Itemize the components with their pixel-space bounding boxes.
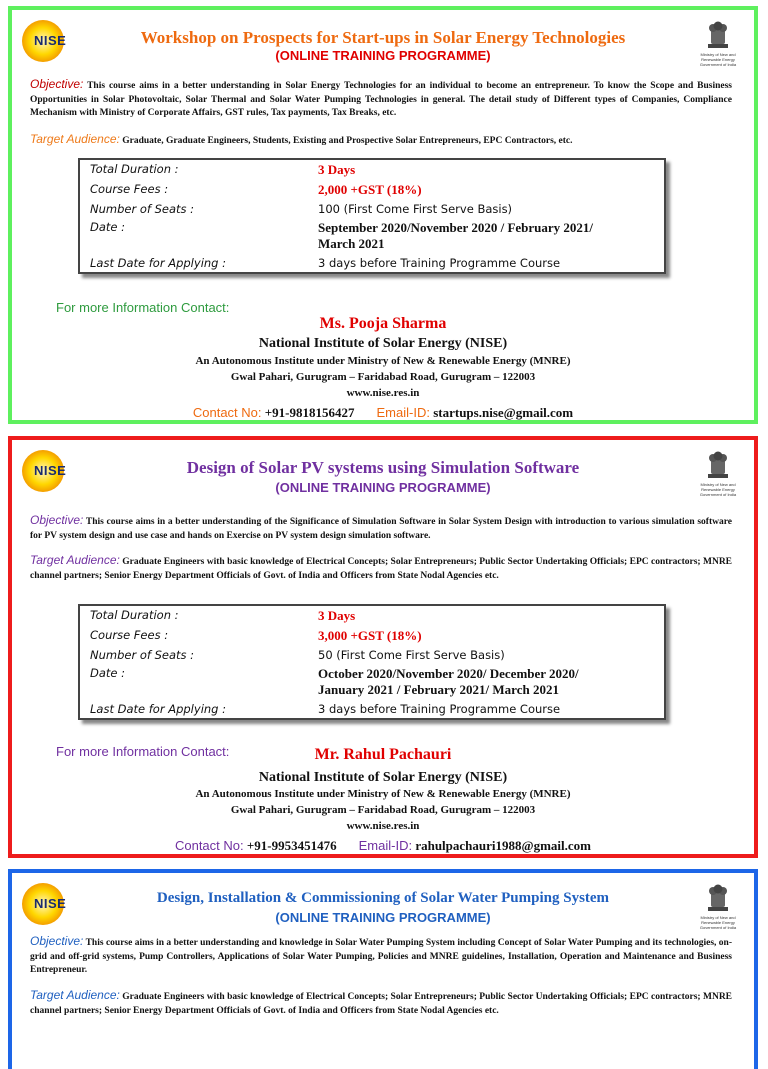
fees-row: Course Fees : 2,000 +GST (18%) [90, 182, 422, 197]
last-date-row: Last Date for Applying : 3 days before Training Programme Course [90, 256, 561, 270]
seats-row: Number of Seats : 100 (First Come First Serve Basis) [90, 202, 513, 216]
institute-line: An Autonomous Institute under Ministry of New & Renewable Energy (MNRE) [195, 788, 571, 800]
contact-line: Contact No: +91-9818156427 Email-ID: startups.nise@gmail.com [192, 405, 574, 420]
details-table [78, 158, 666, 274]
nise-logo: NISE [22, 450, 78, 492]
more-info-label: For more Information Contact: [56, 300, 230, 315]
objective-paragraph: Objective: This course aims in a better understanding of the Significance of Simulation Software in Solar System Design with introduction to various simulation software for PV system design and use case and hands on Exercise on PV system design simulation software. [30, 513, 732, 541]
institute-website[interactable]: www.nise.res.in [346, 820, 420, 832]
audience-paragraph: Target Audience: Graduate Engineers with basic knowledge of Electrical Concepts; Solar Entrepreneurs; Public Sector Undertaking Officials; EPC contractors; MNRE channel partners; Senior Energy Department Officials of Govt. of India and Officers from State Nodal Agencies etc. [30, 988, 733, 1016]
more-info-label: For more Information Contact: [56, 744, 230, 759]
program-subtitle: (ONLINE TRAINING PROGRAMME) [275, 48, 491, 63]
objective-paragraph: Objective: This course aims in a better understanding in Solar Energy Technologies for an individual to become an entrepreneur. To know the Scope and Business Opportunities in Solar Photovoltaic, Solar Thermal and Solar Water Pumping Technologies in general. The detail study of Different types of Companies, Compliance Mechanism with Ministry of Corporate Affairs, GST rules, Tax payments, Tax Breaks, etc. [30, 77, 732, 118]
email-link[interactable]: startups.nise@gmail.com [433, 405, 574, 420]
duration-row: Total Duration : 3 Days [90, 162, 356, 177]
institute-address: Gwal Pahari, Gurugram – Faridabad Road, Gurugram – 122003 [230, 371, 536, 383]
nise-logo: NISE [22, 20, 78, 62]
phone-link[interactable]: +91-9818156427 [264, 405, 355, 420]
details-table [78, 604, 666, 720]
contact-person: Mr. Rahul Pachauri [314, 746, 452, 763]
email-link[interactable]: rahulpachauri1988@gmail.com [415, 838, 592, 853]
institute-name: National Institute of Solar Energy (NISE) [258, 770, 508, 785]
institute-name: National Institute of Solar Energy (NISE) [258, 336, 508, 351]
objective-paragraph: Objective: This course aims in a better understanding and knowledge in Solar Water Pumping System including Concept of Solar Water Pumping and its technologies, on-grid and off-grid systems, Pump Controllers, Applications of Solar Water Pumping, Policies and MNRE guidelines, Installation, Operation and Maintenance and Business Entrepreneur. [30, 934, 732, 975]
audience-paragraph: Target Audience: Graduate Engineers with basic knowledge of Electrical Concepts; Solar Entrepreneurs; Public Sector Undertaking Officials; EPC contractors; MNRE channel partners; Senior Energy Department Officials of Govt. of India and Officers from State Nodal Agencies etc. [30, 553, 733, 581]
institute-address: Gwal Pahari, Gurugram – Faridabad Road, Gurugram – 122003 [230, 804, 536, 816]
audience-paragraph: Target Audience: Graduate, Graduate Engineers, Students, Existing and Prospective Solar Entrepreneurs, EPC Contractors, etc. [30, 132, 573, 146]
contact-person: Ms. Pooja Sharma [319, 315, 447, 332]
date-row: Date : September 2020/November 2020 / February 2021/ March 2021 [90, 220, 594, 251]
program-title: Design, Installation & Commissioning of Solar Water Pumping System [156, 890, 610, 906]
program-card-water-pumping [8, 869, 758, 1069]
contact-line: Contact No: +91-9953451476 Email-ID: rahulpachauri1988@gmail.com [174, 838, 592, 853]
nise-logo: NISE [22, 883, 78, 925]
india-emblem-icon: Ministry of New and Renewable Energy Government of India [694, 448, 742, 506]
seats-row: Number of Seats : 50 (First Come First Serve Basis) [90, 648, 505, 662]
date-row: Date : October 2020/November 2020/ December 2020/ January 2021 / February 2021/ March 2021 [90, 666, 579, 697]
fees-row: Course Fees : 3,000 +GST (18%) [90, 628, 422, 643]
program-subtitle: (ONLINE TRAINING PROGRAMME) [275, 910, 491, 925]
last-date-row: Last Date for Applying : 3 days before Training Programme Course [90, 702, 561, 716]
program-title: Design of Solar PV systems using Simulation Software [186, 458, 580, 477]
program-title: Workshop on Prospects for Start-ups in Solar Energy Technologies [140, 28, 626, 47]
institute-line: An Autonomous Institute under Ministry of New & Renewable Energy (MNRE) [195, 355, 571, 367]
program-subtitle: (ONLINE TRAINING PROGRAMME) [275, 480, 491, 495]
program-card-startups [8, 6, 758, 424]
duration-row: Total Duration : 3 Days [90, 608, 356, 623]
phone-link[interactable]: +91-9953451476 [246, 838, 337, 853]
india-emblem-icon: Ministry of New and Renewable Energy Government of India [694, 18, 742, 76]
institute-website[interactable]: www.nise.res.in [346, 387, 420, 399]
india-emblem-icon: Ministry of New and Renewable Energy Government of India [694, 881, 742, 939]
program-card-simulation [8, 436, 758, 858]
